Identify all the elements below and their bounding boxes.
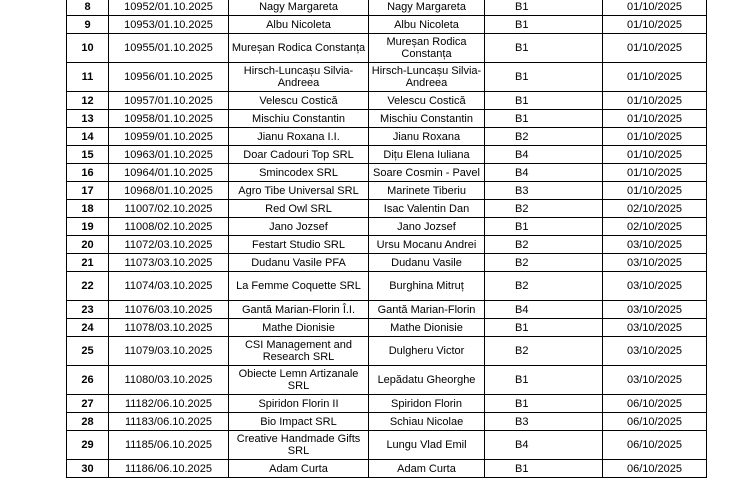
table-row bbox=[67, 146, 707, 164]
registration-number: 10952/01.10.2025 bbox=[109, 0, 229, 16]
category-code: B2 bbox=[485, 272, 603, 301]
applicant-name: Mureșan Rodica Constanța bbox=[229, 34, 369, 63]
approval-date: 03/10/2025 bbox=[603, 319, 707, 337]
applicant-name: Hirsch-Luncașu Silvia-Andreea bbox=[229, 63, 369, 92]
category-code: B1 bbox=[485, 63, 603, 92]
row-number: 25 bbox=[67, 337, 109, 366]
table-row bbox=[67, 431, 707, 460]
approval-date: 01/10/2025 bbox=[603, 92, 707, 110]
representative-name: Albu Nicoleta bbox=[369, 16, 485, 34]
applicant-name: Festart Studio SRL bbox=[229, 236, 369, 254]
category-code: B1 bbox=[485, 366, 603, 395]
category-code: B1 bbox=[485, 110, 603, 128]
table-row bbox=[67, 366, 707, 395]
representative-name: Marinete Tiberiu bbox=[369, 182, 485, 200]
applicant-name: Doar Cadouri Top SRL bbox=[229, 146, 369, 164]
applicant-name: Mathe Dionisie bbox=[229, 319, 369, 337]
registration-number: 11080/03.10.2025 bbox=[109, 366, 229, 395]
approval-date: 01/10/2025 bbox=[603, 34, 707, 63]
approval-date: 01/10/2025 bbox=[603, 110, 707, 128]
representative-name: Mureșan Rodica Constanța bbox=[369, 34, 485, 63]
approval-date: 01/10/2025 bbox=[603, 0, 707, 16]
category-code: B1 bbox=[485, 460, 603, 478]
table-row bbox=[67, 460, 707, 478]
row-number: 22 bbox=[67, 272, 109, 301]
representative-name: Dițu Elena Iuliana bbox=[369, 146, 485, 164]
applicant-name: Red Owl SRL bbox=[229, 200, 369, 218]
row-number: 14 bbox=[67, 128, 109, 146]
row-number: 16 bbox=[67, 164, 109, 182]
category-code: B1 bbox=[485, 0, 603, 16]
row-number: 30 bbox=[67, 460, 109, 478]
applicant-name: Spiridon Florin II bbox=[229, 395, 369, 413]
row-number: 19 bbox=[67, 218, 109, 236]
row-number: 24 bbox=[67, 319, 109, 337]
table-row bbox=[67, 319, 707, 337]
approval-date: 01/10/2025 bbox=[603, 128, 707, 146]
representative-name: Mathe Dionisie bbox=[369, 319, 485, 337]
table-row bbox=[67, 128, 707, 146]
table-row bbox=[67, 110, 707, 128]
approval-date: 06/10/2025 bbox=[603, 460, 707, 478]
table-row bbox=[67, 164, 707, 182]
category-code: B4 bbox=[485, 431, 603, 460]
representative-name: Gantă Marian-Florin bbox=[369, 301, 485, 319]
category-code: B2 bbox=[485, 200, 603, 218]
table-row bbox=[67, 395, 707, 413]
representative-name: Jianu Roxana bbox=[369, 128, 485, 146]
registration-number: 10955/01.10.2025 bbox=[109, 34, 229, 63]
row-number: 11 bbox=[67, 63, 109, 92]
table-row bbox=[67, 16, 707, 34]
applicant-name: Creative Handmade Gifts SRL bbox=[229, 431, 369, 460]
representative-name: Lungu Vlad Emil bbox=[369, 431, 485, 460]
category-code: B1 bbox=[485, 16, 603, 34]
registry-table bbox=[66, 0, 707, 478]
approval-date: 06/10/2025 bbox=[603, 395, 707, 413]
category-code: B4 bbox=[485, 164, 603, 182]
representative-name: Ursu Mocanu Andrei bbox=[369, 236, 485, 254]
representative-name: Hirsch-Luncașu Silvia-Andreea bbox=[369, 63, 485, 92]
applicant-name: Bio Impact SRL bbox=[229, 413, 369, 431]
table-row bbox=[67, 0, 707, 16]
category-code: B4 bbox=[485, 301, 603, 319]
category-code: B3 bbox=[485, 182, 603, 200]
registration-number: 10957/01.10.2025 bbox=[109, 92, 229, 110]
table-row bbox=[67, 92, 707, 110]
registration-number: 11185/06.10.2025 bbox=[109, 431, 229, 460]
category-code: B1 bbox=[485, 92, 603, 110]
representative-name: Lepădatu Gheorghe bbox=[369, 366, 485, 395]
registration-number: 11079/03.10.2025 bbox=[109, 337, 229, 366]
table-row bbox=[67, 301, 707, 319]
row-number: 23 bbox=[67, 301, 109, 319]
applicant-name: Dudanu Vasile PFA bbox=[229, 254, 369, 272]
registration-number: 11074/03.10.2025 bbox=[109, 272, 229, 301]
representative-name: Dulgheru Victor bbox=[369, 337, 485, 366]
applicant-name: CSI Management and Research SRL bbox=[229, 337, 369, 366]
approval-date: 03/10/2025 bbox=[603, 236, 707, 254]
representative-name: Schiau Nicolae bbox=[369, 413, 485, 431]
row-number: 28 bbox=[67, 413, 109, 431]
approval-date: 01/10/2025 bbox=[603, 164, 707, 182]
row-number: 12 bbox=[67, 92, 109, 110]
applicant-name: La Femme Coquette SRL bbox=[229, 272, 369, 301]
table-row bbox=[67, 272, 707, 301]
table-row bbox=[67, 182, 707, 200]
approval-date: 03/10/2025 bbox=[603, 272, 707, 301]
applicant-name: Obiecte Lemn Artizanale SRL bbox=[229, 366, 369, 395]
representative-name: Adam Curta bbox=[369, 460, 485, 478]
applicant-name: Velescu Costică bbox=[229, 92, 369, 110]
registration-number: 11078/03.10.2025 bbox=[109, 319, 229, 337]
table-row bbox=[67, 218, 707, 236]
row-number: 26 bbox=[67, 366, 109, 395]
approval-date: 02/10/2025 bbox=[603, 200, 707, 218]
registration-number: 11076/03.10.2025 bbox=[109, 301, 229, 319]
table-row bbox=[67, 200, 707, 218]
registration-number: 11072/03.10.2025 bbox=[109, 236, 229, 254]
table-row bbox=[67, 63, 707, 92]
applicant-name: Albu Nicoleta bbox=[229, 16, 369, 34]
applicant-name: Nagy Margareta bbox=[229, 0, 369, 16]
category-code: B2 bbox=[485, 236, 603, 254]
approval-date: 01/10/2025 bbox=[603, 63, 707, 92]
registration-number: 10968/01.10.2025 bbox=[109, 182, 229, 200]
representative-name: Burghina Mitruț bbox=[369, 272, 485, 301]
registration-number: 11186/06.10.2025 bbox=[109, 460, 229, 478]
registration-number: 10963/01.10.2025 bbox=[109, 146, 229, 164]
representative-name: Dudanu Vasile bbox=[369, 254, 485, 272]
representative-name: Isac Valentin Dan bbox=[369, 200, 485, 218]
registration-number: 11073/03.10.2025 bbox=[109, 254, 229, 272]
approval-date: 02/10/2025 bbox=[603, 218, 707, 236]
registration-number: 11183/06.10.2025 bbox=[109, 413, 229, 431]
table-row bbox=[67, 34, 707, 63]
row-number: 27 bbox=[67, 395, 109, 413]
category-code: B1 bbox=[485, 218, 603, 236]
approval-date: 03/10/2025 bbox=[603, 301, 707, 319]
applicant-name: Mischiu Constantin bbox=[229, 110, 369, 128]
applicant-name: Adam Curta bbox=[229, 460, 369, 478]
approval-date: 01/10/2025 bbox=[603, 182, 707, 200]
category-code: B1 bbox=[485, 34, 603, 63]
approval-date: 03/10/2025 bbox=[603, 337, 707, 366]
applicant-name: Jianu Roxana I.I. bbox=[229, 128, 369, 146]
registration-number: 11008/02.10.2025 bbox=[109, 218, 229, 236]
representative-name: Mischiu Constantin bbox=[369, 110, 485, 128]
row-number: 21 bbox=[67, 254, 109, 272]
category-code: B4 bbox=[485, 146, 603, 164]
approval-date: 01/10/2025 bbox=[603, 16, 707, 34]
category-code: B2 bbox=[485, 128, 603, 146]
table-row bbox=[67, 254, 707, 272]
applicant-name: Smincodex SRL bbox=[229, 164, 369, 182]
table-row bbox=[67, 337, 707, 366]
row-number: 15 bbox=[67, 146, 109, 164]
approval-date: 06/10/2025 bbox=[603, 413, 707, 431]
approval-date: 03/10/2025 bbox=[603, 366, 707, 395]
category-code: B3 bbox=[485, 413, 603, 431]
representative-name: Jano Jozsef bbox=[369, 218, 485, 236]
registration-number: 11182/06.10.2025 bbox=[109, 395, 229, 413]
row-number: 29 bbox=[67, 431, 109, 460]
category-code: B2 bbox=[485, 337, 603, 366]
applicant-name: Jano Jozsef bbox=[229, 218, 369, 236]
row-number: 17 bbox=[67, 182, 109, 200]
category-code: B1 bbox=[485, 395, 603, 413]
registration-number: 10956/01.10.2025 bbox=[109, 63, 229, 92]
table-row bbox=[67, 413, 707, 431]
approval-date: 06/10/2025 bbox=[603, 431, 707, 460]
row-number: 13 bbox=[67, 110, 109, 128]
representative-name: Velescu Costică bbox=[369, 92, 485, 110]
table-row bbox=[67, 236, 707, 254]
row-number: 18 bbox=[67, 200, 109, 218]
applicant-name: Agro Tibe Universal SRL bbox=[229, 182, 369, 200]
applicant-name: Gantă Marian-Florin Î.I. bbox=[229, 301, 369, 319]
registration-number: 10959/01.10.2025 bbox=[109, 128, 229, 146]
category-code: B2 bbox=[485, 254, 603, 272]
row-number: 9 bbox=[67, 16, 109, 34]
registration-number: 10958/01.10.2025 bbox=[109, 110, 229, 128]
registry-table-body bbox=[67, 0, 707, 478]
representative-name: Soare Cosmin - Pavel bbox=[369, 164, 485, 182]
category-code: B1 bbox=[485, 319, 603, 337]
registration-number: 10953/01.10.2025 bbox=[109, 16, 229, 34]
approval-date: 01/10/2025 bbox=[603, 146, 707, 164]
representative-name: Spiridon Florin bbox=[369, 395, 485, 413]
row-number: 20 bbox=[67, 236, 109, 254]
row-number: 8 bbox=[67, 0, 109, 16]
approval-date: 03/10/2025 bbox=[603, 254, 707, 272]
registration-number: 10964/01.10.2025 bbox=[109, 164, 229, 182]
row-number: 10 bbox=[67, 34, 109, 63]
representative-name: Nagy Margareta bbox=[369, 0, 485, 16]
registration-number: 11007/02.10.2025 bbox=[109, 200, 229, 218]
